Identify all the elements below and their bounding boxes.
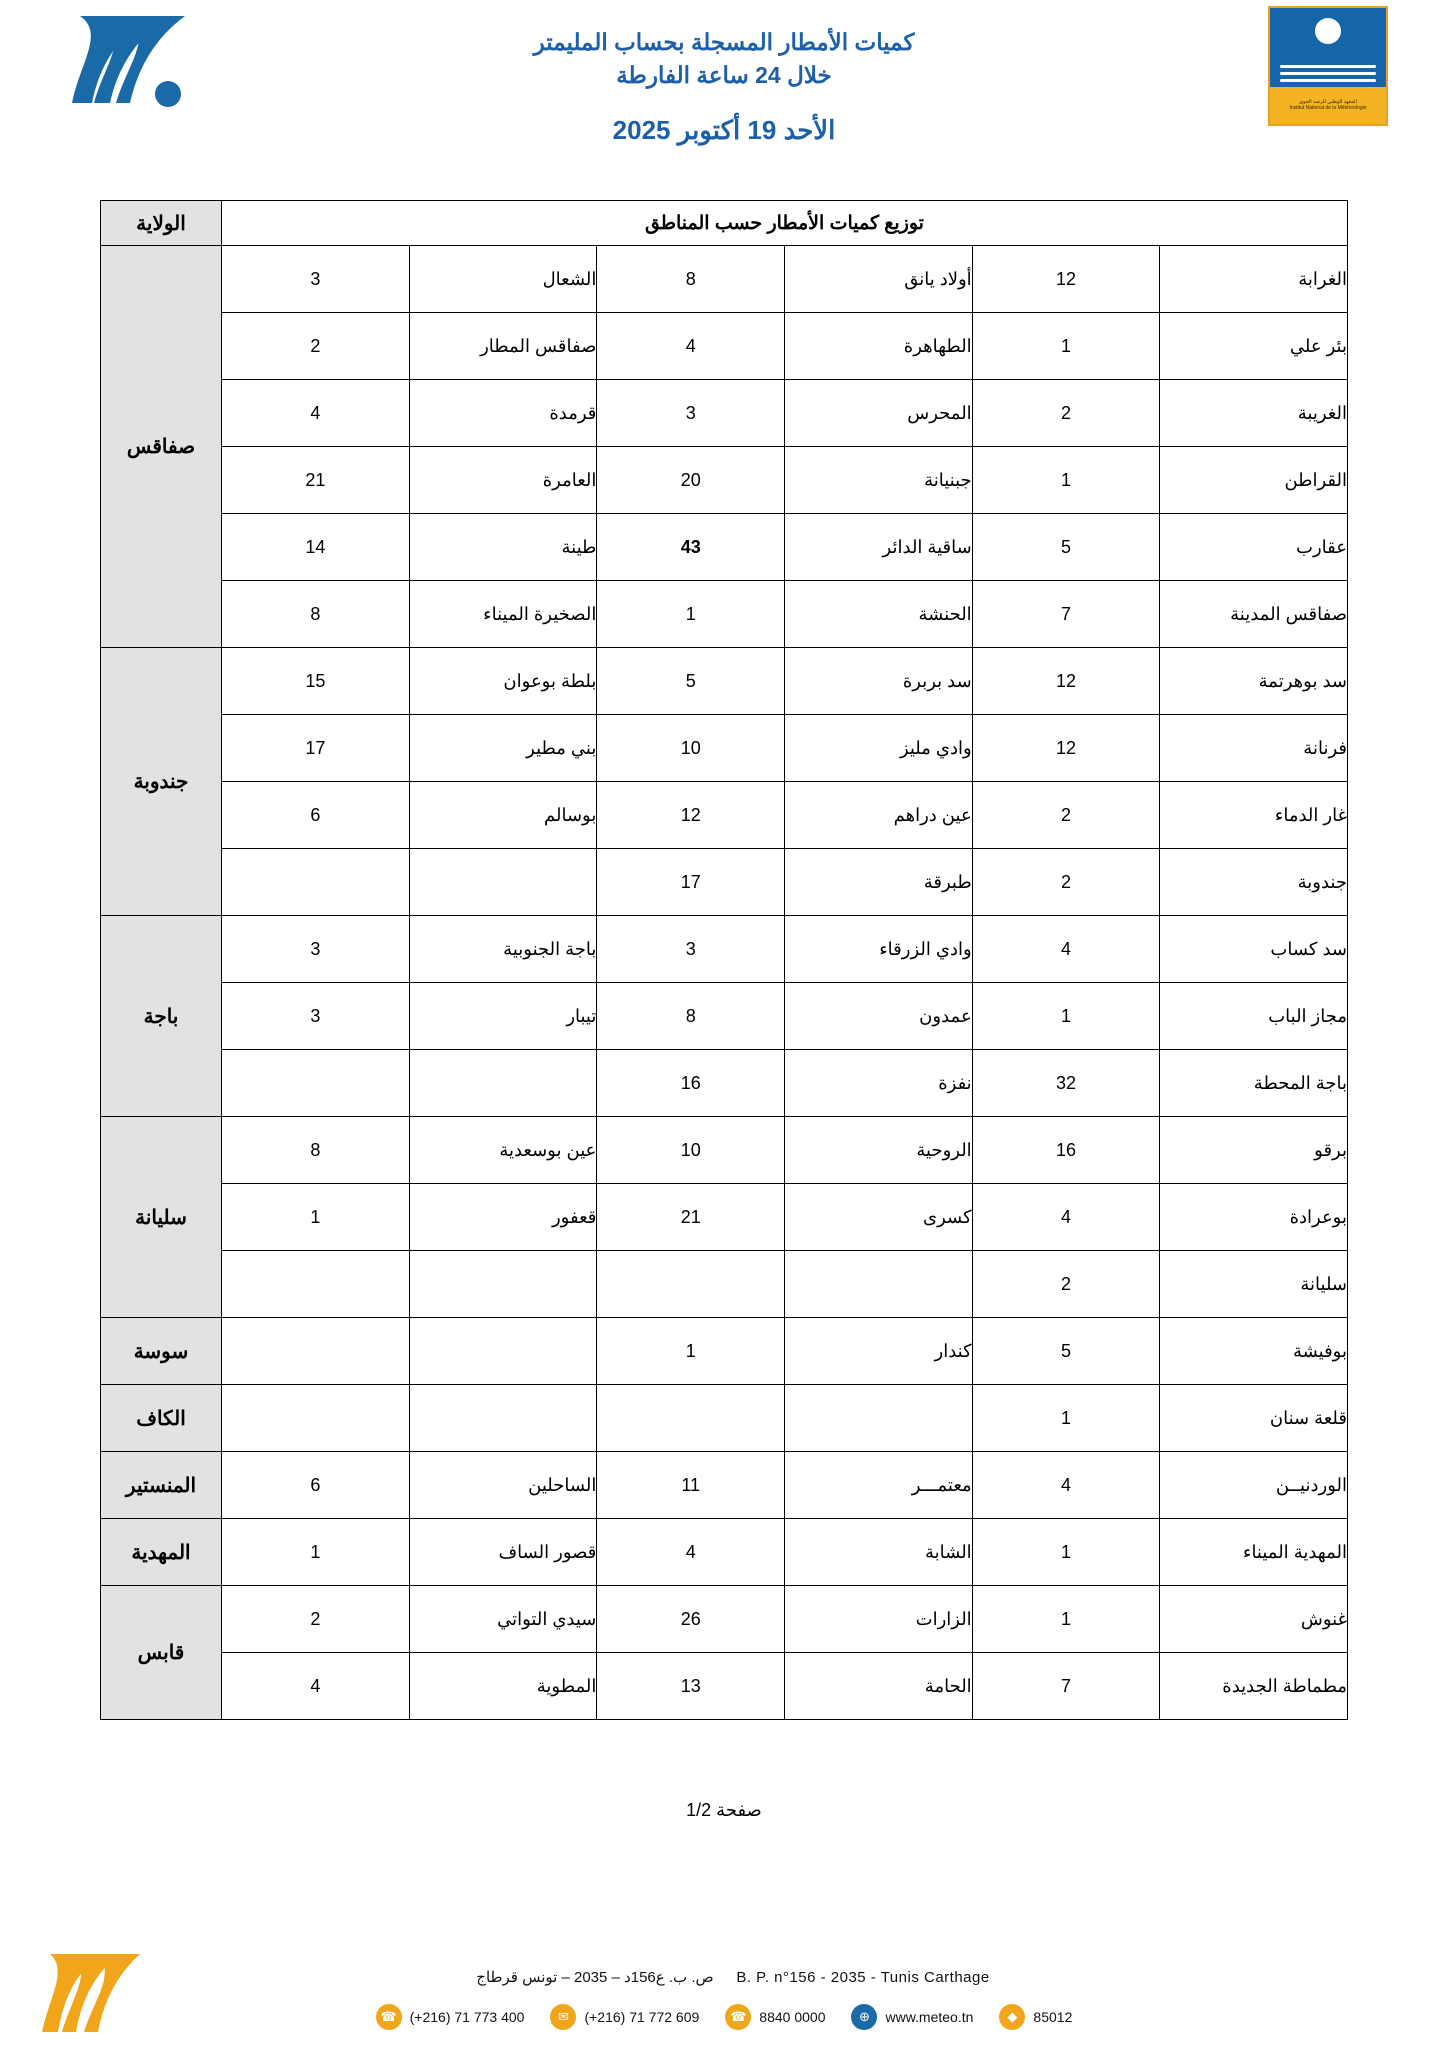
station-name: فرنانة [1160, 715, 1348, 782]
station-name: المطوية [409, 1653, 597, 1720]
rainfall-value: 1 [972, 1519, 1160, 1586]
station-name: صفاقس المدينة [1160, 581, 1348, 648]
rainfall-value [222, 1050, 410, 1117]
station-name: الصخيرة الميناء [409, 581, 597, 648]
station-name: غنوش [1160, 1586, 1348, 1653]
station-name: القراطن [1160, 447, 1348, 514]
footer-contact-text: www.meteo.tn [885, 2009, 974, 2025]
rainfall-value [222, 1385, 410, 1452]
rainfall-value: 15 [222, 648, 410, 715]
footer-contact-item [376, 2004, 525, 2030]
station-name: بلطة بوعوان [409, 648, 597, 715]
station-name: الساحلين [409, 1452, 597, 1519]
table-row [101, 1251, 1348, 1318]
rainfall-value: 20 [597, 447, 785, 514]
rainfall-value: 26 [597, 1586, 785, 1653]
rainfall-value: 2 [222, 1586, 410, 1653]
rainfall-value: 1 [972, 1385, 1160, 1452]
station-name: جبنيانة [785, 447, 973, 514]
station-name [409, 1385, 597, 1452]
rainfall-value: 7 [972, 581, 1160, 648]
station-name: الزارات [785, 1586, 973, 1653]
station-name: الحامة [785, 1653, 973, 1720]
station-name: عمدون [785, 983, 973, 1050]
rainfall-value: 32 [972, 1050, 1160, 1117]
page-number: صفحة 1/2 [686, 1800, 762, 1820]
station-name: وادي مليز [785, 715, 973, 782]
rainfall-value: 17 [597, 849, 785, 916]
table-row [101, 514, 1348, 581]
table-row [101, 1586, 1348, 1653]
station-name: باجة المحطة [1160, 1050, 1348, 1117]
table-row [101, 1653, 1348, 1720]
station-name: المحرس [785, 380, 973, 447]
rainfall-value: 4 [597, 313, 785, 380]
table-row [101, 1318, 1348, 1385]
footer-address-fr: B. P. n°156 - 2035 - Tunis Carthage [736, 1969, 990, 1986]
station-name: قرمدة [409, 380, 597, 447]
governorate-name: المنستير [101, 1452, 222, 1519]
station-name: الوردنيــن [1160, 1452, 1348, 1519]
governorate-name: جندوبة [101, 648, 222, 916]
station-name: الشعال [409, 246, 597, 313]
rainfall-value: 2 [972, 380, 1160, 447]
table-row [101, 715, 1348, 782]
footer-contact-item [999, 2004, 1072, 2030]
code-icon: ◆ [999, 2004, 1025, 2030]
rainfall-value: 1 [597, 581, 785, 648]
rainfall-value: 2 [972, 849, 1160, 916]
station-name: ساقية الدائر [785, 514, 973, 581]
table-row [101, 1519, 1348, 1586]
station-name: الروحية [785, 1117, 973, 1184]
station-name: جندوبة [1160, 849, 1348, 916]
rainfall-value: 13 [597, 1653, 785, 1720]
rainfall-value: 4 [222, 1653, 410, 1720]
rainfall-value: 21 [222, 447, 410, 514]
phone-number-icon: ☎ [725, 2004, 751, 2030]
rainfall-value [597, 1385, 785, 1452]
header-governorate: الولاية [101, 201, 222, 246]
rainfall-value: 2 [972, 782, 1160, 849]
rainfall-value [597, 1251, 785, 1318]
footer-contact-item [851, 2004, 973, 2030]
station-name: سيدي التواتي [409, 1586, 597, 1653]
inm-institute-logo [1268, 6, 1388, 126]
page-title-line-2: خلال 24 ساعة الفارطة [616, 62, 832, 89]
rainfall-value: 3 [222, 916, 410, 983]
governorate-name: سوسة [101, 1318, 222, 1385]
header-regions: توزيع كميات الأمطار حسب المناطق [222, 201, 1348, 246]
report-date: الأحد 19 أكتوبر 2025 [612, 114, 836, 145]
rainfall-value: 4 [972, 916, 1160, 983]
rainfall-value: 8 [597, 246, 785, 313]
rainfall-value: 12 [972, 648, 1160, 715]
footer-address-ar: ص. ب. ع156د – 2035 – تونس قرطاج [476, 1969, 714, 1986]
title-block [0, 26, 1448, 146]
rainfall-value: 1 [972, 983, 1160, 1050]
station-name: المهدية الميناء [1160, 1519, 1348, 1586]
station-name: صفاقس المطار [409, 313, 597, 380]
rainfall-value [222, 1318, 410, 1385]
station-name: سد كساب [1160, 916, 1348, 983]
station-name: بئر علي [1160, 313, 1348, 380]
station-name: الغرابة [1160, 246, 1348, 313]
governorate-name: الكاف [101, 1385, 222, 1452]
rainfall-value: 12 [972, 246, 1160, 313]
station-name: الغريبة [1160, 380, 1348, 447]
rainfall-value: 2 [972, 1251, 1160, 1318]
station-name: مطماطة الجديدة [1160, 1653, 1348, 1720]
station-name: كسرى [785, 1184, 973, 1251]
rainfall-value: 1 [597, 1318, 785, 1385]
rainfall-value: 43 [597, 514, 785, 581]
phone-icon: ☎ [376, 2004, 402, 2030]
station-name: بوعرادة [1160, 1184, 1348, 1251]
station-name: سليانة [1160, 1251, 1348, 1318]
footer-contact-item [550, 2004, 699, 2030]
table-row [101, 983, 1348, 1050]
rainfall-value [222, 1251, 410, 1318]
station-name: العامرة [409, 447, 597, 514]
station-name: سد بوهرتمة [1160, 648, 1348, 715]
rainfall-value: 4 [222, 380, 410, 447]
globe-icon: ⊕ [851, 2004, 877, 2030]
rainfall-value: 6 [222, 782, 410, 849]
document-footer [0, 1928, 1448, 2048]
station-name [785, 1251, 973, 1318]
rainfall-value: 10 [597, 1117, 785, 1184]
rainfall-value: 1 [972, 447, 1160, 514]
rainfall-value: 4 [972, 1452, 1160, 1519]
rainfall-table [100, 200, 1348, 1720]
page-title-line-1: كميات الأمطار المسجلة بحساب المليمتر [533, 29, 915, 55]
station-name: معتمـــر [785, 1452, 973, 1519]
station-name: نفزة [785, 1050, 973, 1117]
footer-contact-text: 8840 0000 [759, 2009, 826, 2025]
rainfall-value: 4 [597, 1519, 785, 1586]
table-row [101, 648, 1348, 715]
rainfall-value: 1 [972, 313, 1160, 380]
station-name: وادي الزرقاء [785, 916, 973, 983]
station-name: بوفيشة [1160, 1318, 1348, 1385]
footer-contacts [0, 2004, 1448, 2030]
station-name [409, 849, 597, 916]
table-row [101, 1117, 1348, 1184]
station-name: عقارب [1160, 514, 1348, 581]
rainfall-table-container [100, 200, 1348, 1720]
governorate-name: المهدية [101, 1519, 222, 1586]
table-row [101, 916, 1348, 983]
fax-icon: ✉ [550, 2004, 576, 2030]
table-body [101, 246, 1348, 1720]
station-name: أولاد يانق [785, 246, 973, 313]
station-name: الحنشة [785, 581, 973, 648]
inm-logo-caption [1270, 87, 1386, 124]
table-row [101, 447, 1348, 514]
rainfall-value: 14 [222, 514, 410, 581]
rainfall-value: 3 [222, 983, 410, 1050]
waves-icon [1270, 61, 1386, 83]
inm-caption-ar: المعهد الوطني للرصد الجوي [1299, 99, 1357, 106]
inm-caption-fr: Institut National de la Météorologie [1289, 105, 1367, 112]
table-row [101, 1452, 1348, 1519]
rainfall-value: 3 [597, 916, 785, 983]
governorate-name: صفاقس [101, 246, 222, 648]
rainfall-value: 8 [222, 581, 410, 648]
sun-icon [1315, 18, 1341, 44]
rainfall-value: 6 [222, 1452, 410, 1519]
governorate-name: سليانة [101, 1117, 222, 1318]
footer-contact-item [725, 2004, 825, 2030]
rainfall-value: 12 [972, 715, 1160, 782]
rainfall-value [222, 849, 410, 916]
station-name: مجاز الباب [1160, 983, 1348, 1050]
station-name [409, 1318, 597, 1385]
station-name: عين دراهم [785, 782, 973, 849]
governorate-name: قابس [101, 1586, 222, 1720]
table-row [101, 849, 1348, 916]
station-name: سد بربرة [785, 648, 973, 715]
rainfall-value: 10 [597, 715, 785, 782]
table-header-row [101, 201, 1348, 246]
station-name: بني مطير [409, 715, 597, 782]
station-name: عين بوسعدية [409, 1117, 597, 1184]
rainfall-value: 1 [222, 1519, 410, 1586]
footer-contact-text: (+216) 71 773 400 [409, 2009, 525, 2025]
rainfall-value: 8 [597, 983, 785, 1050]
station-name: قلعة سنان [1160, 1385, 1348, 1452]
table-row [101, 380, 1348, 447]
rainfall-value: 5 [972, 1318, 1160, 1385]
rainfall-value: 16 [597, 1050, 785, 1117]
station-name: برقو [1160, 1117, 1348, 1184]
rainfall-value: 21 [597, 1184, 785, 1251]
table-row [101, 1050, 1348, 1117]
table-row [101, 313, 1348, 380]
station-name: باجة الجنوبية [409, 916, 597, 983]
document-header [0, 0, 1448, 150]
table-row [101, 1184, 1348, 1251]
station-name: تيبار [409, 983, 597, 1050]
rainfall-value: 4 [972, 1184, 1160, 1251]
rainfall-value: 5 [972, 514, 1160, 581]
inm-logo-emblem [1270, 8, 1386, 87]
station-name [409, 1050, 597, 1117]
rainfall-value: 11 [597, 1452, 785, 1519]
rainfall-value: 3 [222, 246, 410, 313]
table-row [101, 1385, 1348, 1452]
table-row [101, 581, 1348, 648]
footer-contact-text: 85012 [1033, 2009, 1073, 2025]
station-name: بوسالم [409, 782, 597, 849]
station-name: الشابة [785, 1519, 973, 1586]
station-name: كندار [785, 1318, 973, 1385]
station-name: طبرقة [785, 849, 973, 916]
table-row [101, 782, 1348, 849]
rainfall-value: 7 [972, 1653, 1160, 1720]
station-name: الطهاهرة [785, 313, 973, 380]
station-name: طينة [409, 514, 597, 581]
station-name: قعفور [409, 1184, 597, 1251]
rainfall-value: 8 [222, 1117, 410, 1184]
rainfall-value: 3 [597, 380, 785, 447]
station-name [409, 1251, 597, 1318]
rainfall-value: 16 [972, 1117, 1160, 1184]
rainfall-value: 2 [222, 313, 410, 380]
rainfall-value: 17 [222, 715, 410, 782]
rainfall-value: 1 [972, 1586, 1160, 1653]
footer-address [0, 1968, 1448, 1986]
table-row [101, 246, 1348, 313]
station-name: غار الدماء [1160, 782, 1348, 849]
station-name [785, 1385, 973, 1452]
governorate-name: باجة [101, 916, 222, 1117]
rainfall-value: 5 [597, 648, 785, 715]
rainfall-value: 1 [222, 1184, 410, 1251]
station-name: قصور الساف [409, 1519, 597, 1586]
rainfall-value: 12 [597, 782, 785, 849]
footer-contact-text: (+216) 71 772 609 [584, 2009, 700, 2025]
